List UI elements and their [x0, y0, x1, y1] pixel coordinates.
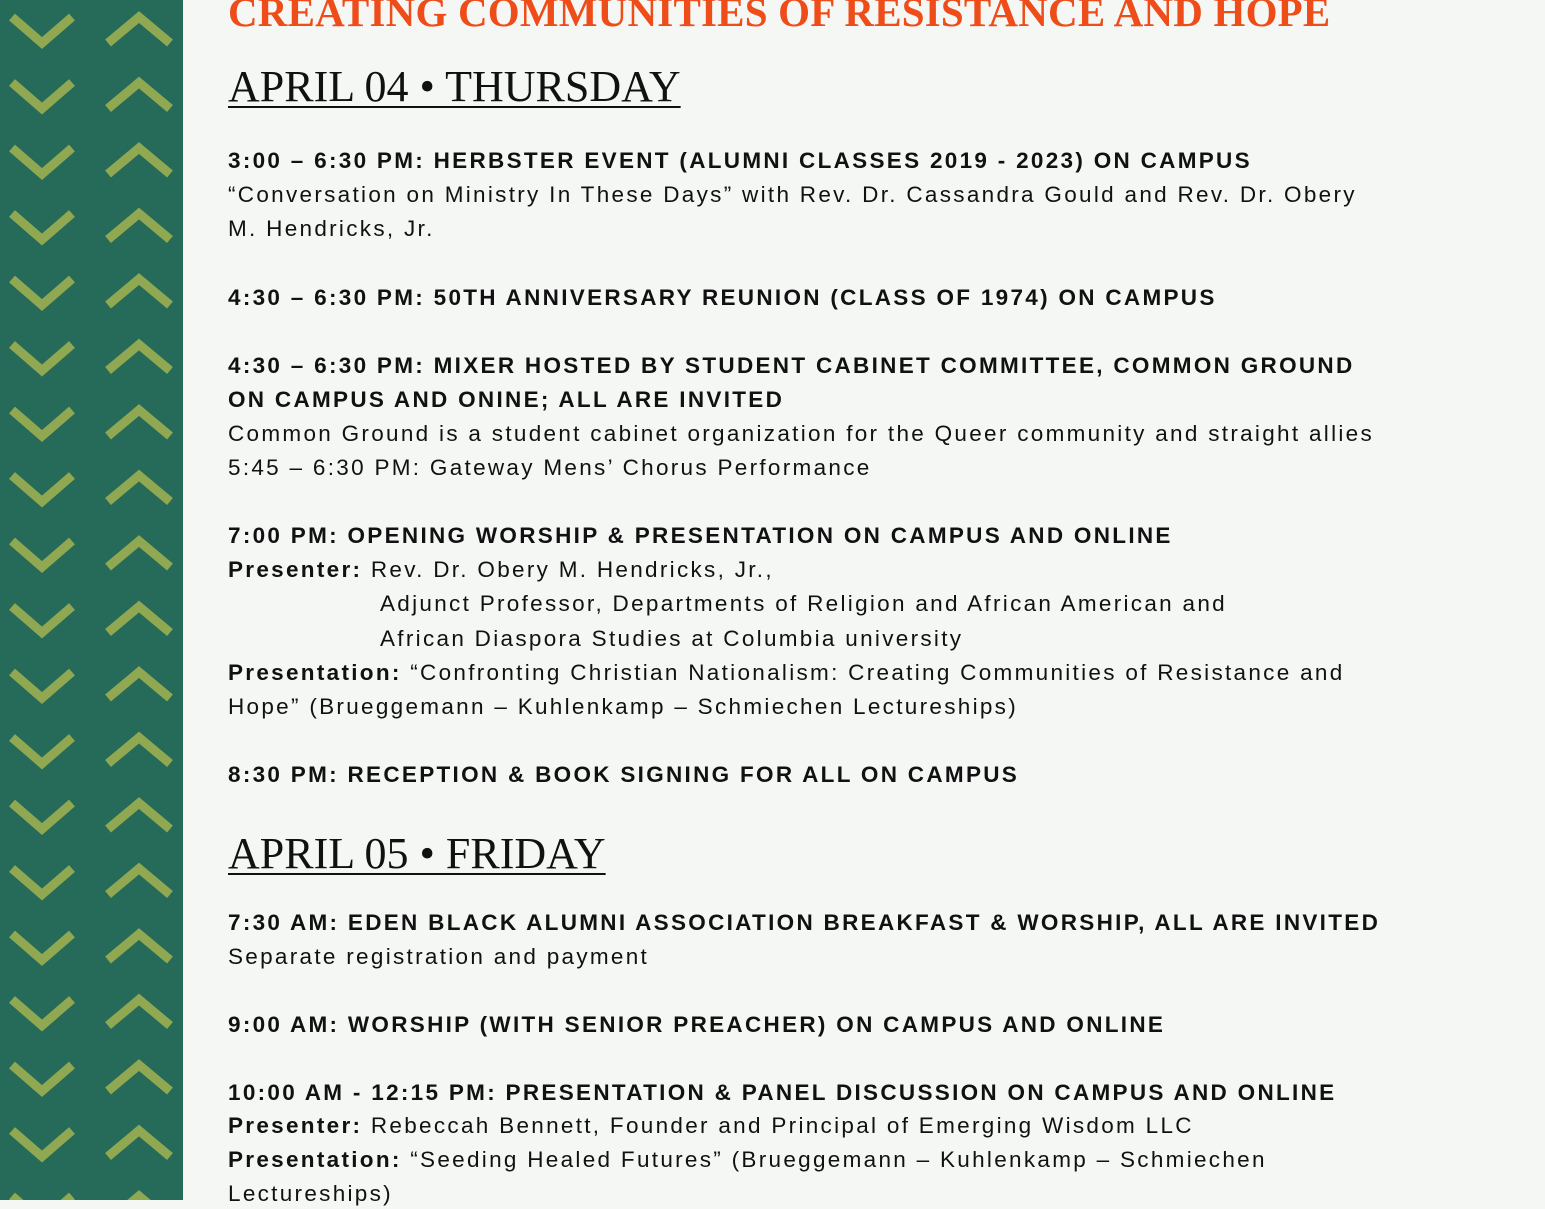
presentation-line — [228, 1145, 1267, 1175]
chevron-up-icon — [108, 345, 170, 371]
event-heading: 10:00 AM - 12:15 PM: PRESENTATION & PANEL DISCUSSION ON CAMPUS AND ONLINE — [228, 1080, 1337, 1105]
chevron-up-icon — [108, 1065, 170, 1091]
day-heading-friday: APRIL 05 • FRIDAY — [228, 829, 606, 878]
day-heading-thursday: APRIL 04 • THURSDAY — [228, 62, 681, 111]
chevron-down-icon — [12, 1196, 72, 1200]
event-heading: 8:30 PM: RECEPTION & BOOK SIGNING FOR ALL ON CAMPUS — [228, 762, 1020, 787]
presenter-detail: African Diaspora Studies at Columbia university — [380, 626, 964, 651]
chevron-up-icon — [108, 869, 170, 895]
event-heading: 7:00 PM: OPENING WORSHIP & PRESENTATION ON CAMPUS AND ONLINE — [228, 523, 1173, 548]
chevron-up-icon — [108, 541, 170, 567]
chevron-up-icon — [108, 934, 170, 960]
chevron-up-icon — [108, 17, 170, 43]
chevron-up-icon — [108, 1000, 170, 1026]
presentation-line — [228, 658, 1345, 688]
event-description: Common Ground is a student cabinet organization for the Queer community and straight allies — [228, 421, 1375, 446]
presenter-line — [228, 555, 774, 585]
chevron-down-icon — [12, 738, 72, 764]
event-heading: ON CAMPUS AND ONINE; ALL ARE INVITED — [228, 387, 785, 412]
presentation-title: “Confronting Christian Nationalism: Creating Communities of Resistance and — [401, 660, 1345, 685]
chevron-down-icon — [12, 1131, 72, 1157]
chevron-up-icon — [108, 148, 170, 174]
decorative-sidebar — [0, 0, 183, 1200]
chevron-up-icon — [108, 672, 170, 698]
chevron-down-icon — [12, 607, 72, 633]
chevron-down-icon — [12, 869, 72, 895]
chevron-up-icon — [108, 476, 170, 502]
chevron-down-icon — [12, 476, 72, 502]
chevron-down-icon — [12, 1065, 72, 1091]
event-heading: 7:30 AM: EDEN BLACK ALUMNI ASSOCIATION BREAKFAST & WORSHIP, ALL ARE INVITED — [228, 910, 1381, 935]
chevron-up-icon — [108, 279, 170, 305]
chevron-down-icon — [12, 934, 72, 960]
event-description: Separate registration and payment — [228, 944, 650, 969]
presentation-detail: Hope” (Brueggemann – Kuhlenkamp – Schmiechen Lectureships) — [228, 694, 1019, 719]
presentation-label: Presentation: — [228, 660, 402, 685]
chevron-up-icon — [108, 1196, 170, 1200]
chevron-down-icon — [12, 279, 72, 305]
event-description: 5:45 – 6:30 PM: Gateway Mens’ Chorus Performance — [228, 455, 872, 480]
chevron-down-icon — [12, 214, 72, 240]
chevron-down-icon — [12, 1000, 72, 1026]
presenter-detail: Adjunct Professor, Departments of Religion and African American and — [380, 591, 1227, 616]
event-description: “Conversation on Ministry In These Days” with Rev. Dr. Cassandra Gould and Rev. Dr. Obery — [228, 182, 1357, 207]
event-heading: 4:30 – 6:30 PM: 50TH ANNIVERSARY REUNION (CLASS OF 1974) ON CAMPUS — [228, 285, 1217, 310]
chevron-down-icon — [12, 541, 72, 567]
chevron-down-icon — [12, 17, 72, 43]
presenter-line — [228, 1111, 1194, 1141]
chevron-pattern — [0, 0, 183, 1200]
presenter-name: Rebeccah Bennett, Founder and Principal of Emerging Wisdom LLC — [362, 1113, 1194, 1138]
page-title: CREATING COMMUNITIES OF RESISTANCE AND HOPE — [228, 0, 1331, 35]
chevron-down-icon — [12, 672, 72, 698]
presentation-title: “Seeding Healed Futures” (Brueggemann – Kuhlenkamp – Schmiechen — [401, 1147, 1267, 1172]
chevron-down-icon — [12, 410, 72, 436]
chevron-up-icon — [108, 214, 170, 240]
presenter-label: Presenter: — [228, 1113, 363, 1138]
presentation-label: Presentation: — [228, 1147, 402, 1172]
presenter-label: Presenter: — [228, 557, 363, 582]
event-description: M. Hendricks, Jr. — [228, 216, 435, 241]
chevron-up-icon — [108, 738, 170, 764]
chevron-down-icon — [12, 83, 72, 109]
event-heading: 3:00 – 6:30 PM: HERBSTER EVENT (ALUMNI CLASSES 2019 - 2023) ON CAMPUS — [228, 148, 1252, 173]
chevron-up-icon — [108, 607, 170, 633]
chevron-down-icon — [12, 345, 72, 371]
presentation-detail: Lectureships) — [228, 1181, 393, 1206]
event-heading: 4:30 – 6:30 PM: MIXER HOSTED BY STUDENT CABINET COMMITTEE, COMMON GROUND — [228, 353, 1355, 378]
chevron-down-icon — [12, 803, 72, 829]
chevron-up-icon — [108, 1131, 170, 1157]
event-heading: 9:00 AM: WORSHIP (WITH SENIOR PREACHER) ON CAMPUS AND ONLINE — [228, 1012, 1166, 1037]
chevron-down-icon — [12, 148, 72, 174]
chevron-up-icon — [108, 410, 170, 436]
chevron-up-icon — [108, 83, 170, 109]
presenter-name: Rev. Dr. Obery M. Hendricks, Jr., — [362, 557, 774, 582]
chevron-up-icon — [108, 803, 170, 829]
